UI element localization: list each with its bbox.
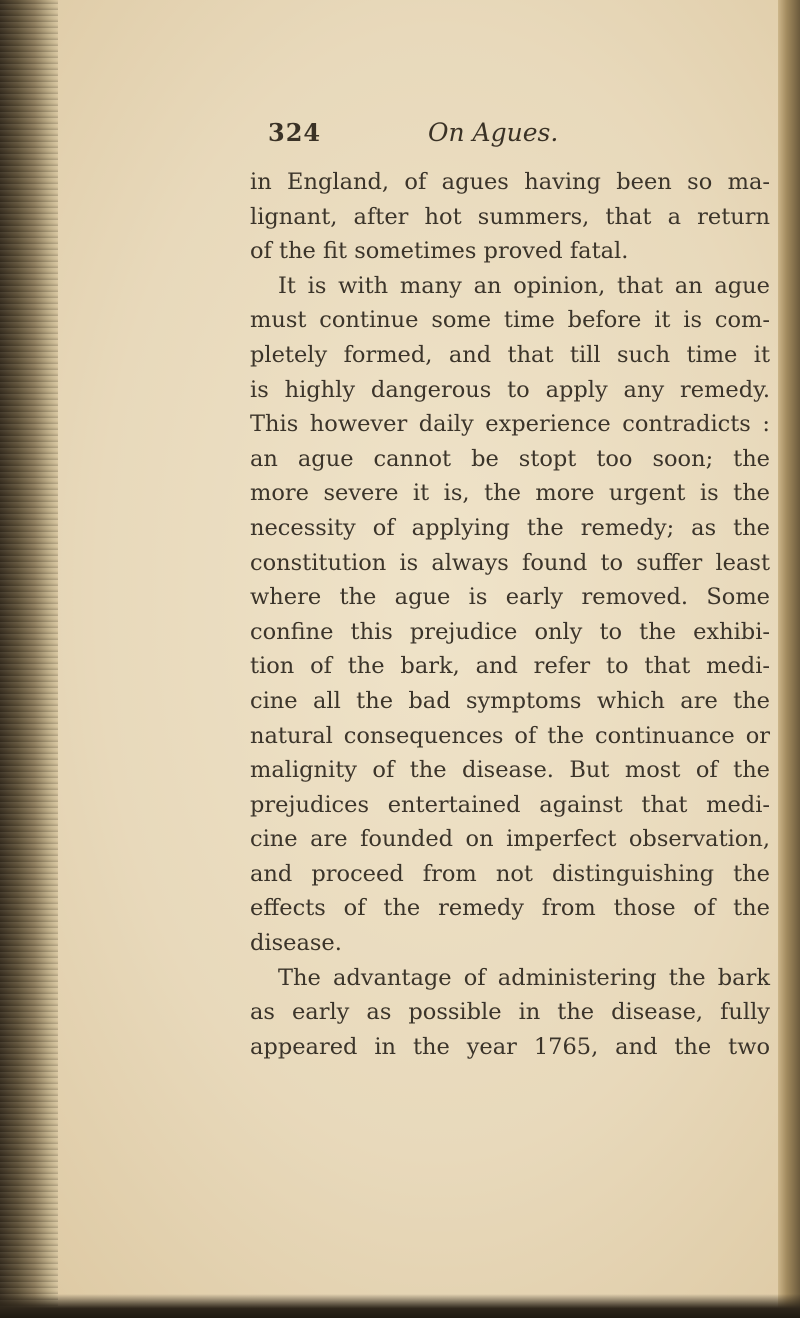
text-line: necessity of applying the remedy; as the (250, 514, 770, 541)
text-line: prejudices entertained against that medi- (250, 791, 770, 818)
text-line: more severe it is, the more urgent is the (250, 480, 770, 507)
text-line: It is with many an opinion, that an ague (278, 272, 770, 299)
body-text (250, 165, 770, 1064)
running-title: On Agues. (428, 118, 559, 147)
text-line: disease. (250, 930, 342, 957)
text-line: in England, of agues having been so ma- (250, 169, 770, 195)
text-line: lignant, after hot summers, that a return (250, 203, 770, 230)
text-line: where the ague is early removed. Some (250, 584, 770, 611)
page-number: 324 (268, 118, 322, 147)
text-line: tion of the bark, and refer to that medi- (250, 653, 770, 680)
text-line: natural consequences of the continuance or (250, 722, 770, 749)
text-line: is highly dangerous to apply any remedy. (250, 376, 770, 403)
text-line: confine this prejudice only to the exhibi- (250, 618, 770, 645)
text-line: pletely formed, and that till such time it (250, 341, 770, 368)
text-line: of the fit sometimes proved fatal. (250, 238, 629, 265)
text-line: cine all the bad symptoms which are the (250, 687, 770, 714)
text-line: cine are founded on imperfect observation, (250, 826, 770, 853)
page-header (268, 118, 768, 158)
text-line: This however daily experience contradicts : (250, 411, 770, 438)
page-bottom-edge (0, 1294, 800, 1318)
text-line: an ague cannot be stopt too soon; the (250, 445, 770, 472)
text-line: malignity of the disease. But most of the (250, 757, 770, 784)
text-line: must continue some time before it is com- (250, 307, 770, 334)
text-line: effects of the remedy from those of the (250, 895, 770, 922)
text-line: appeared in the year 1765, and the two (250, 1033, 770, 1060)
text-line: The advantage of administering the bark (278, 964, 770, 991)
text-line: as early as possible in the disease, fully (250, 999, 770, 1026)
text-line: constitution is always found to suffer least (250, 549, 770, 576)
page-right-edge (778, 0, 800, 1318)
text-line: and proceed from not distinguishing the (250, 860, 770, 887)
book-binding (0, 0, 58, 1318)
